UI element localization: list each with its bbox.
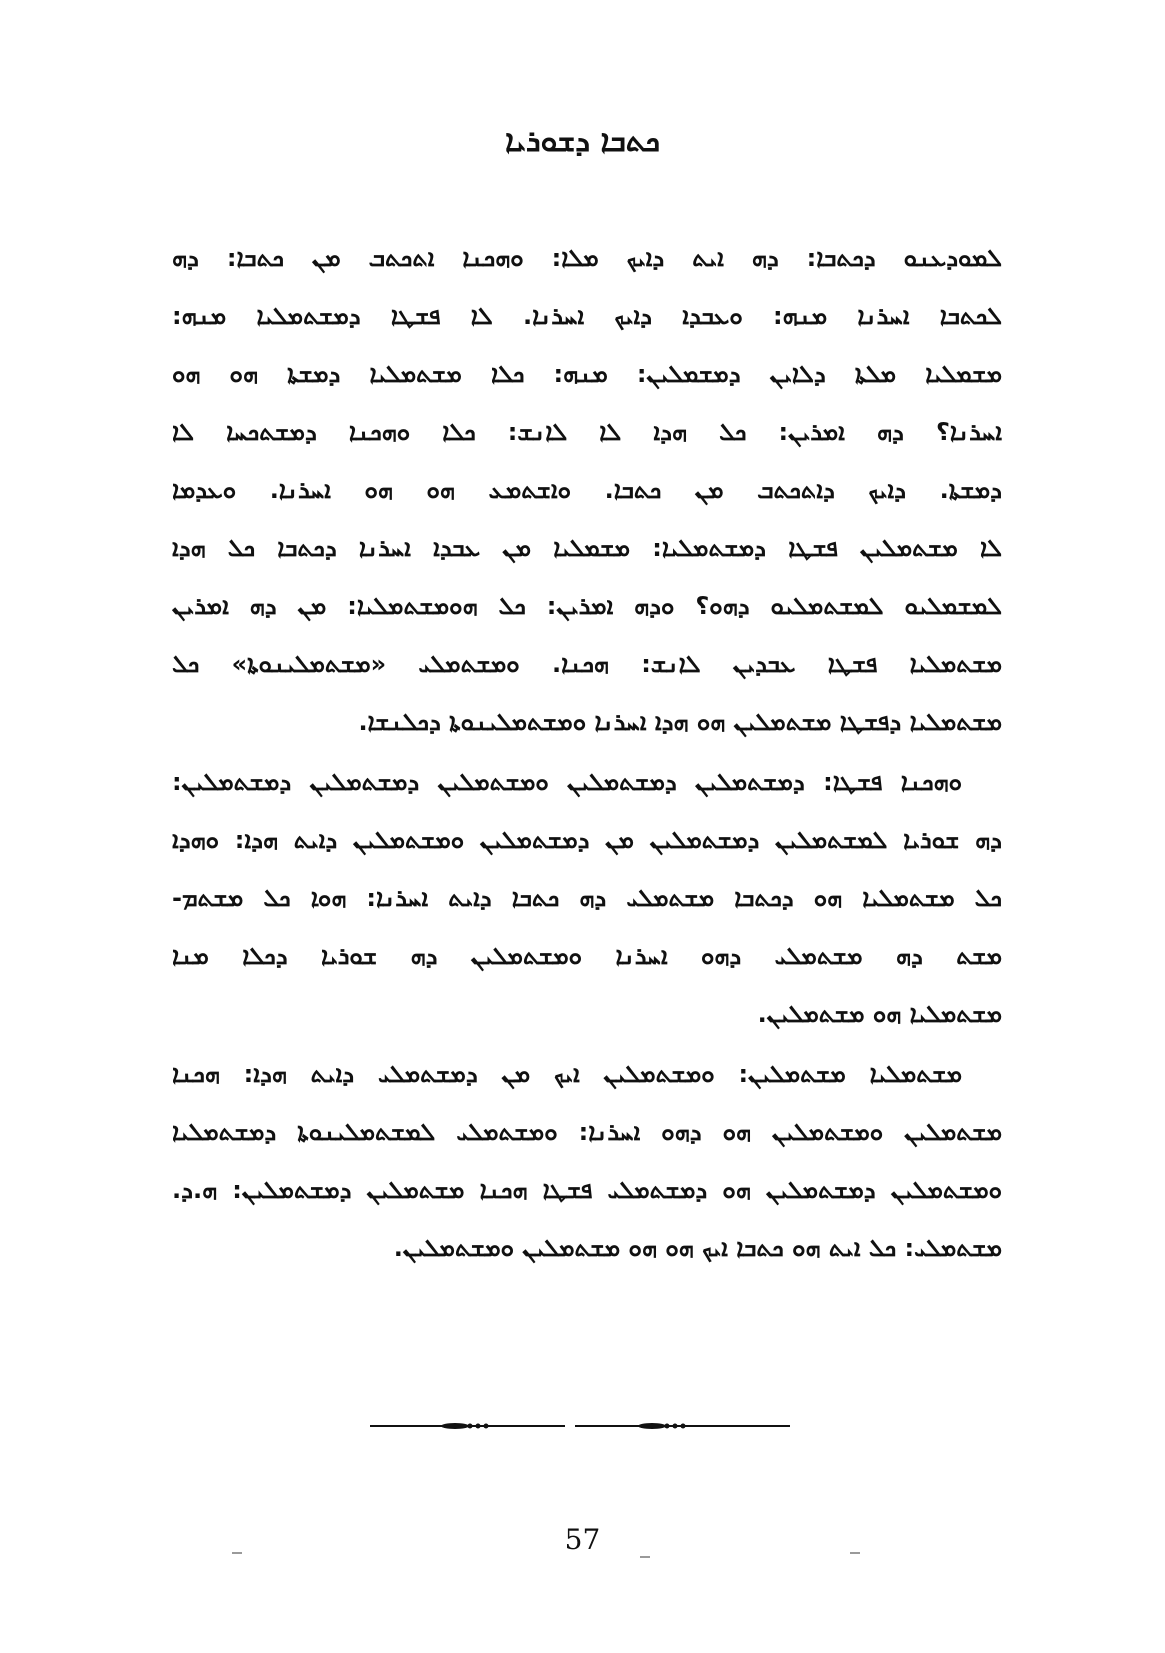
text-line: ܡܫܬܡܠܝܐ ܡܫܬܡܠܝܢ: ܘܡܫܬܡܠܝܢ ܐܝܟ ܡܢ ܕܡܫܬܡܠܝ ܕܐܝܬ ܗܕܐ: ܗܟܢܐ xyxy=(172,1060,962,1088)
scan-speck xyxy=(640,1556,650,1558)
text-line: ܟܠ ܡܫܬܡܠܝܐ ܗܘ ܕܟܬܒܐ ܡܫܬܡܠܝ ܕܗ ܟܬܒܐ ܕܐܝܬ ܐܚܪܢܐ: ܗܘܐ ܟܠ ܡܫܬܡ- xyxy=(172,884,1002,912)
text-line: ܐܚܪܢܐ؟ ܕܗ ܐܡܪܝܢ: ܟܠ ܗܕܐ ܠܐ ܠܐܢܫ: ܟܠܐ ܘܗܟܢܐ ܕܡܫܬܟܚܐ ܠܐ xyxy=(172,418,1002,446)
ornament-left-rule xyxy=(370,1423,565,1429)
text-line: ܠܐ ܡܫܬܡܠܝܢ ܦܫܛܐ ܕܡܫܬܡܠܝܐ: ܡܫܡܠܝܐ ܡܢ ܥܒܕܐ ܐܚܪܢܐ ܕܟܬܒܐ ܟܠ ܗܕܐ xyxy=(172,534,1002,562)
text-line: ܠܟܬܒܐ ܐܚܪܢܐ ܡܢܗ: ܘܥܒܕܐ ܕܐܝܟ ܐܚܪܢܐ. ܠܐ ܦܫܛܐ ܕܡܫܬܡܠܝܐ ܡܢܗ: xyxy=(172,302,1002,330)
text-line: ܠܡܘܕܥܢܘ ܕܟܬܒܐ: ܕܗ ܐܝܬ ܕܐܝܟ ܡܠܐ: ܘܗܟܢܐ ܐܬܟܬܒ ܡܢ ܟܬܒܐ: ܕܗ xyxy=(172,244,1002,272)
text-line: ܕܡܫܬܐ. ܕܐܝܟ ܕܐܬܟܬܒ ܡܢ ܟܬܒܐ. ܘܐܫܬܡܥ ܗܘ ܗܘ ܐܚܪܢܐ. ܘܥܕܡܐ xyxy=(172,476,1002,504)
ornament-right-rule xyxy=(575,1423,790,1429)
text-line: ܘܗܟܢܐ ܦܫܛܐ: ܕܡܫܬܡܠܝܢ ܕܡܫܬܡܠܝܢ ܘܡܫܬܡܠܝܢ ܕܡܫܬܡܠܝܢ ܕܡܫܬܡܠܝܢ: xyxy=(172,768,962,796)
text-line: ܕܗ ܫܘܪܝܐ ܠܡܫܬܡܠܝܢ ܕܡܫܬܡܠܝܢ ܡܢ ܕܡܫܬܡܠܝܢ ܘܡܫܬܡܠܝܢ ܕܐܝܬ ܗܕܐ: ܘܗܕܐ xyxy=(172,826,1002,854)
text-line: ܡܫܬ ܕܗ ܡܫܬܡܠܝ ܕܗܘ ܐܚܪܢܐ ܘܡܫܬܡܠܝܢ ܕܗ ܫܘܪܝܐ ܕܟܠܐ ܡܢܐ xyxy=(172,942,1002,970)
text-line: ܡܫܡܠܝܐ ܡܠܬܐ ܕܠܐܝܢ ܕܡܫܡܠܝܢ: ܡܢܗ: ܟܠܐ ܡܫܬܡܠܝܐ ܕܡܫܬܐ ܗܘ ܗܘ xyxy=(172,360,1002,388)
text-line: ܡܫܬܡܠܝܐ ܕܦܫܛܐ ܡܫܬܡܠܝܢ ܗܘ ܗܕܐ ܐܚܪܢܐ ܘܡܫܬܡܠܝܢܘܬܐ ܕܟܠܢܫܐ. xyxy=(358,708,1002,736)
text-line: ܡܫܬܡܠܝܢ ܘܡܫܬܡܠܝܢ ܗܘ ܕܗܘ ܐܚܪܢܐ: ܘܡܫܬܡܠܝ ܠܡܫܬܡܠܝܢܘܬܐ ܕܡܫܬܡܠܝܐ xyxy=(172,1118,1002,1146)
scan-speck xyxy=(850,1552,860,1554)
text-line: ܡܫܬܡܠܝ: ܟܠ ܐܝܬ ܗܘ ܟܬܒܐ ܐܝܟ ܗܘ ܗܘ ܡܫܬܡܠܝܢ ܘܡܫܬܡܠܝܢ. xyxy=(393,1234,1002,1262)
text-line: ܡܫܬܡܠܝܐ ܦܫܛܐ ܥܒܕܝܢ ܠܐܢܫ: ܗܟܢܐ. ܘܡܫܬܡܠܝ «ܡܫܬܡܠܝܢܘܬܐ» ܟܠ xyxy=(172,650,1002,678)
text-line: ܡܫܬܡܠܝܐ ܗܘ ܡܫܬܡܠܝܢ. xyxy=(757,1000,1002,1028)
page-number: 57 xyxy=(564,1523,601,1556)
text-line: ܠܡܫܡܠܝܘ ܠܡܫܬܡܠܝܘ ܕܗܘ؟ ܘܕܗ ܐܡܪܝܢ: ܟܠ ܗܘܡܫܬܡܠܝܐ: ܡܢ ܕܗ ܐܡܪܝܢ xyxy=(172,592,1002,620)
text-line: ܘܡܫܬܡܠܝܢ ܕܡܫܬܡܠܝܢ ܗܘ ܕܡܫܬܡܠܝ ܦܫܛܐ ܗܟܢܐ ܡܫܬܡܠܝܢ ܕܡܫܬܡܠܝܢ: ܗ.ܕ. xyxy=(172,1176,1002,1204)
scan-speck xyxy=(232,1552,242,1554)
ornament-divider xyxy=(370,1418,790,1434)
page-title: ܟܬܒܐ ܕܫܘܪܝܐ xyxy=(505,124,660,159)
